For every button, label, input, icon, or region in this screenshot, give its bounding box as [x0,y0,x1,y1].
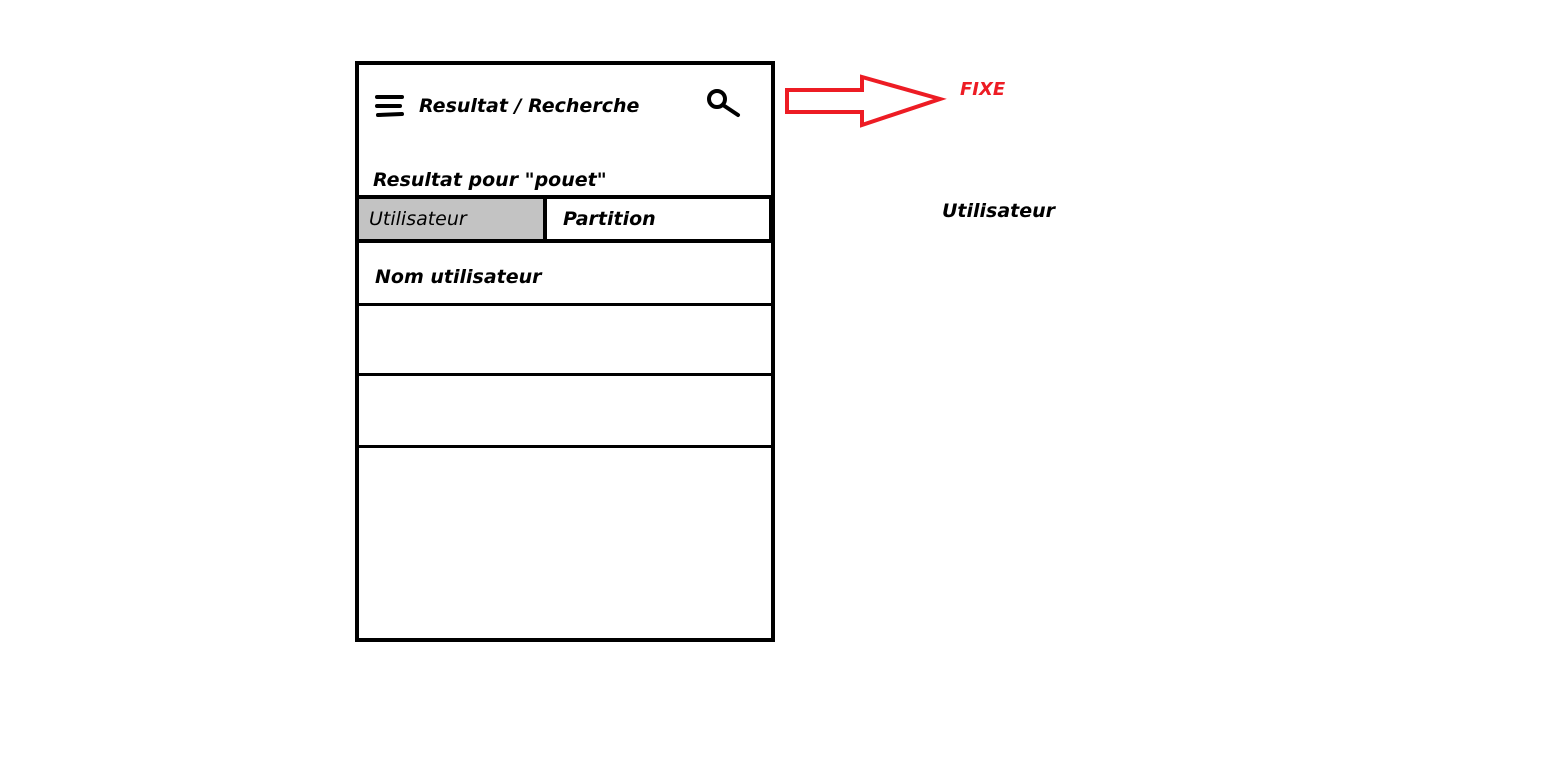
tab-partition-label: Partition [563,208,656,230]
list-item[interactable] [359,376,771,444]
phone-frame [355,61,775,642]
result-label: Resultat pour "pouet" [373,169,607,191]
page-title: Resultat / Recherche [419,95,640,117]
list-item[interactable] [359,306,771,372]
tab-bar [355,195,773,243]
side-label: Utilisateur [942,200,1056,222]
fixed-annotation: FIXE [960,79,1006,100]
tab-partition[interactable] [547,199,769,239]
hamburger-menu-icon[interactable] [374,94,406,120]
row-divider [359,445,771,448]
arrow-right-icon [782,74,947,132]
list-header: Nom utilisateur [375,266,542,288]
tab-utilisateur[interactable] [359,199,547,239]
tab-utilisateur-label: Utilisateur [369,208,467,230]
search-icon[interactable] [703,85,743,125]
